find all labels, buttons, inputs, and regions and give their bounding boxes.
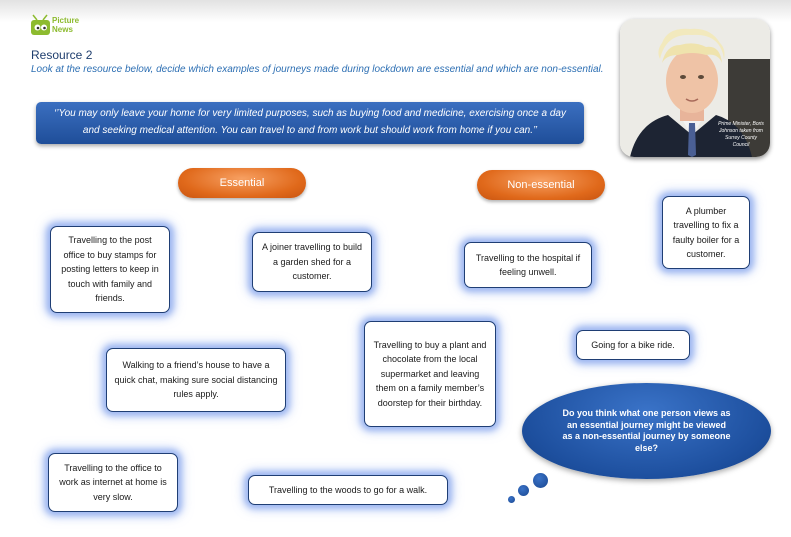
journey-card-plumber[interactable]: A plumber travelling to fix a faulty boiler for a customer. xyxy=(662,196,750,269)
journey-card-hospital[interactable]: Travelling to the hospital if feeling unwell. xyxy=(464,242,592,288)
photo-caption: Prime Minister, Boris Johnson taken from Surrey County Council xyxy=(718,121,764,148)
thought-dot-large xyxy=(533,473,548,488)
journey-card-post-office[interactable]: Travelling to the post office to buy stamps for posting letters to keep in touch with family and friends. xyxy=(50,226,170,313)
journey-card-office[interactable]: Travelling to the office to work as internet at home is very slow. xyxy=(48,453,178,512)
tv-icon xyxy=(30,14,52,38)
journey-card-woods[interactable]: Travelling to the woods to go for a walk. xyxy=(248,475,448,505)
picture-news-logo xyxy=(30,14,90,40)
non-essential-label: Non-essential xyxy=(477,170,605,200)
thought-dot-medium xyxy=(518,485,529,496)
resource-title: Resource 2 xyxy=(31,48,93,62)
thought-dot-small xyxy=(508,496,515,503)
thought-bubble xyxy=(522,383,771,479)
logo-text xyxy=(52,16,79,34)
logo-text-line1: Picture xyxy=(52,16,80,25)
journey-card-joiner[interactable]: A joiner travelling to build a garden shed for a customer. xyxy=(252,232,372,292)
logo-text-line2: News xyxy=(52,25,73,34)
journey-card-supermarket[interactable]: Travelling to buy a plant and chocolate from the local supermarket and leaving them on a family member’s doorstep for their birthday. xyxy=(364,321,496,427)
prime-minister-photo xyxy=(620,19,770,157)
instruction-text: Look at the resource below, decide which examples of journeys made during lockdown are essential and which are non-essential. xyxy=(31,64,604,75)
quote-banner: ‘’You may only leave your home for very limited purposes, such as buying food and medicine, exercising once a day and seeking medical attention. You can travel to and from work but should work from home if you can.’’ xyxy=(36,102,584,144)
thought-question: Do you think what one person views as an essential journey might be viewed as a non-essential journey by someone else? xyxy=(562,408,731,453)
essential-label: Essential xyxy=(178,168,306,198)
journey-card-friends-house[interactable]: Walking to a friend’s house to have a quick chat, making sure social distancing rules apply. xyxy=(106,348,286,412)
journey-card-bike-ride[interactable]: Going for a bike ride. xyxy=(576,330,690,360)
